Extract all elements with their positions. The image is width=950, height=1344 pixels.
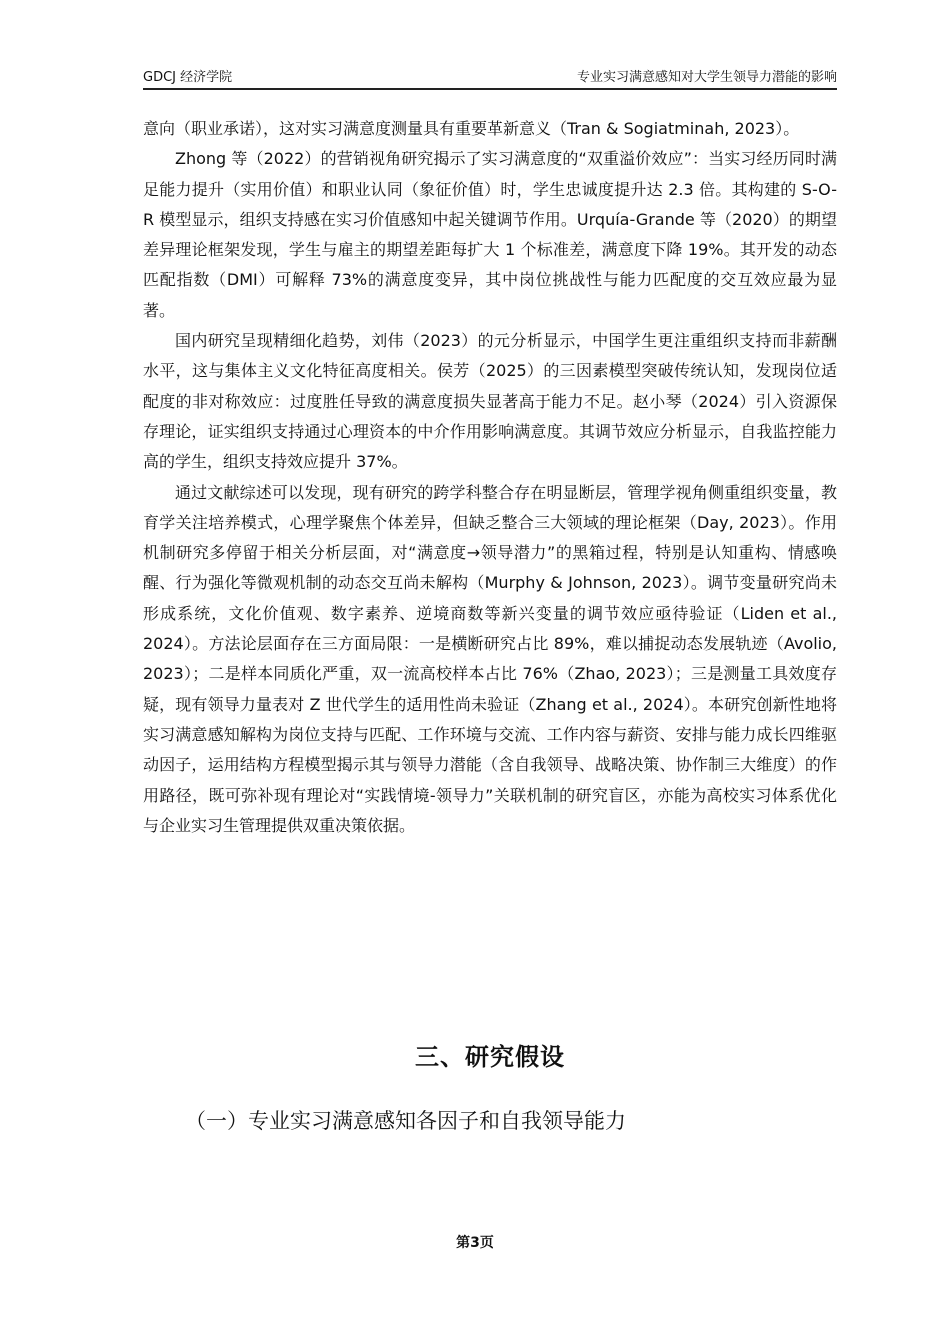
paragraph-continued: 意向（职业承诺），这对实习满意度测量具有重要革新意义（Tran & Sogiatminah, 2023）。 — [143, 119, 800, 138]
section-title: 三、研究假设 — [415, 1043, 565, 1071]
page-header — [143, 62, 837, 90]
header-right: 专业实习满意感知对大学生领导力潜能的影响 — [576, 70, 837, 85]
paragraph: 通过文献综述可以发现，现有研究的跨学科整合存在明显断层，管理学视角侧重组织变量，教育学关注培养模式，心理学聚焦个体差异，但缺乏整合三大领域的理论框架（Day, 2023）。作用机制研究多停留于相关分析层面，对“满意度→领导潜力”的黑箱过程，特别是认知重构、情感唤醒、行为强化等微观机制的动态交互尚未解构（Murphy & Johnson, 2023）。调节变量研究尚未形成系统，文化价值观、数字素养、逆境商数等新兴变量的调节效应亟待验证（Liden et al., 2024）。方法论层面存在三方面局限：一是横断研究占比 89%，难以捕捉动态发展轨迹（Avolio, 2023）；二是样本同质化严重，双一流高校样本占比 76%（Zhao, 2023）；三是测量工具效度存疑，现有领导力量表对 Z 世代学生的适用性尚未验证（Zhang et al., 2024）。本研究创新性地将实习满意感知解构为岗位支持与匹配、工作环境与交流、工作内容与薪资、安排与能力成长四维驱动因子，运用结构方程模型揭示其与领导力潜能（含自我领导、战略决策、协作制三大维度）的作用路径，既可弥补现有理论对“实践情境-领导力”关联机制的研究盲区，亦能为高校实习体系优化与企业实习生管理提供双重决策依据。 — [143, 482, 837, 835]
paragraph: Zhong 等（2022）的营销视角研究揭示了实习满意度的“双重溢价效应”：当实习经历同时满足能力提升（实用价值）和职业认同（象征价值）时，学生忠诚度提升达 2.3 倍。其构建的 S-O-R 模型显示，组织支持感在实习价值感知中起关键调节作用。Urquía-Grande 等（2020）的期望差异理论框架发现，学生与雇主的期望差距每扩大 1 个标准差，满意度下降 19%。其开发的动态匹配指数（DMI）可解释 73%的满意度变异，其中岗位挑战性与能力匹配度的交互效应最为显著。 — [143, 149, 837, 320]
subsection-title: （一）专业实习满意感知各因子和自我领导能力 — [185, 1109, 626, 1133]
header-left: GDCJ 经济学院 — [143, 70, 233, 85]
page-number: 第3页 — [456, 1235, 494, 1251]
paragraph: 国内研究呈现精细化趋势，刘伟（2023）的元分析显示，中国学生更注重组织支持而非薪酬水平，这与集体主义文化特征高度相关。侯芳（2025）的三因素模型突破传统认知，发现岗位适配度的非对称效应：过度胜任导致的满意度损失显著高于能力不足。赵小琴（2024）引入资源保存理论，证实组织支持通过心理资本的中介作用影响满意度。其调节效应分析显示，自我监控能力高的学生，组织支持效应提升 37%。 — [143, 331, 837, 472]
body-text — [143, 114, 837, 841]
